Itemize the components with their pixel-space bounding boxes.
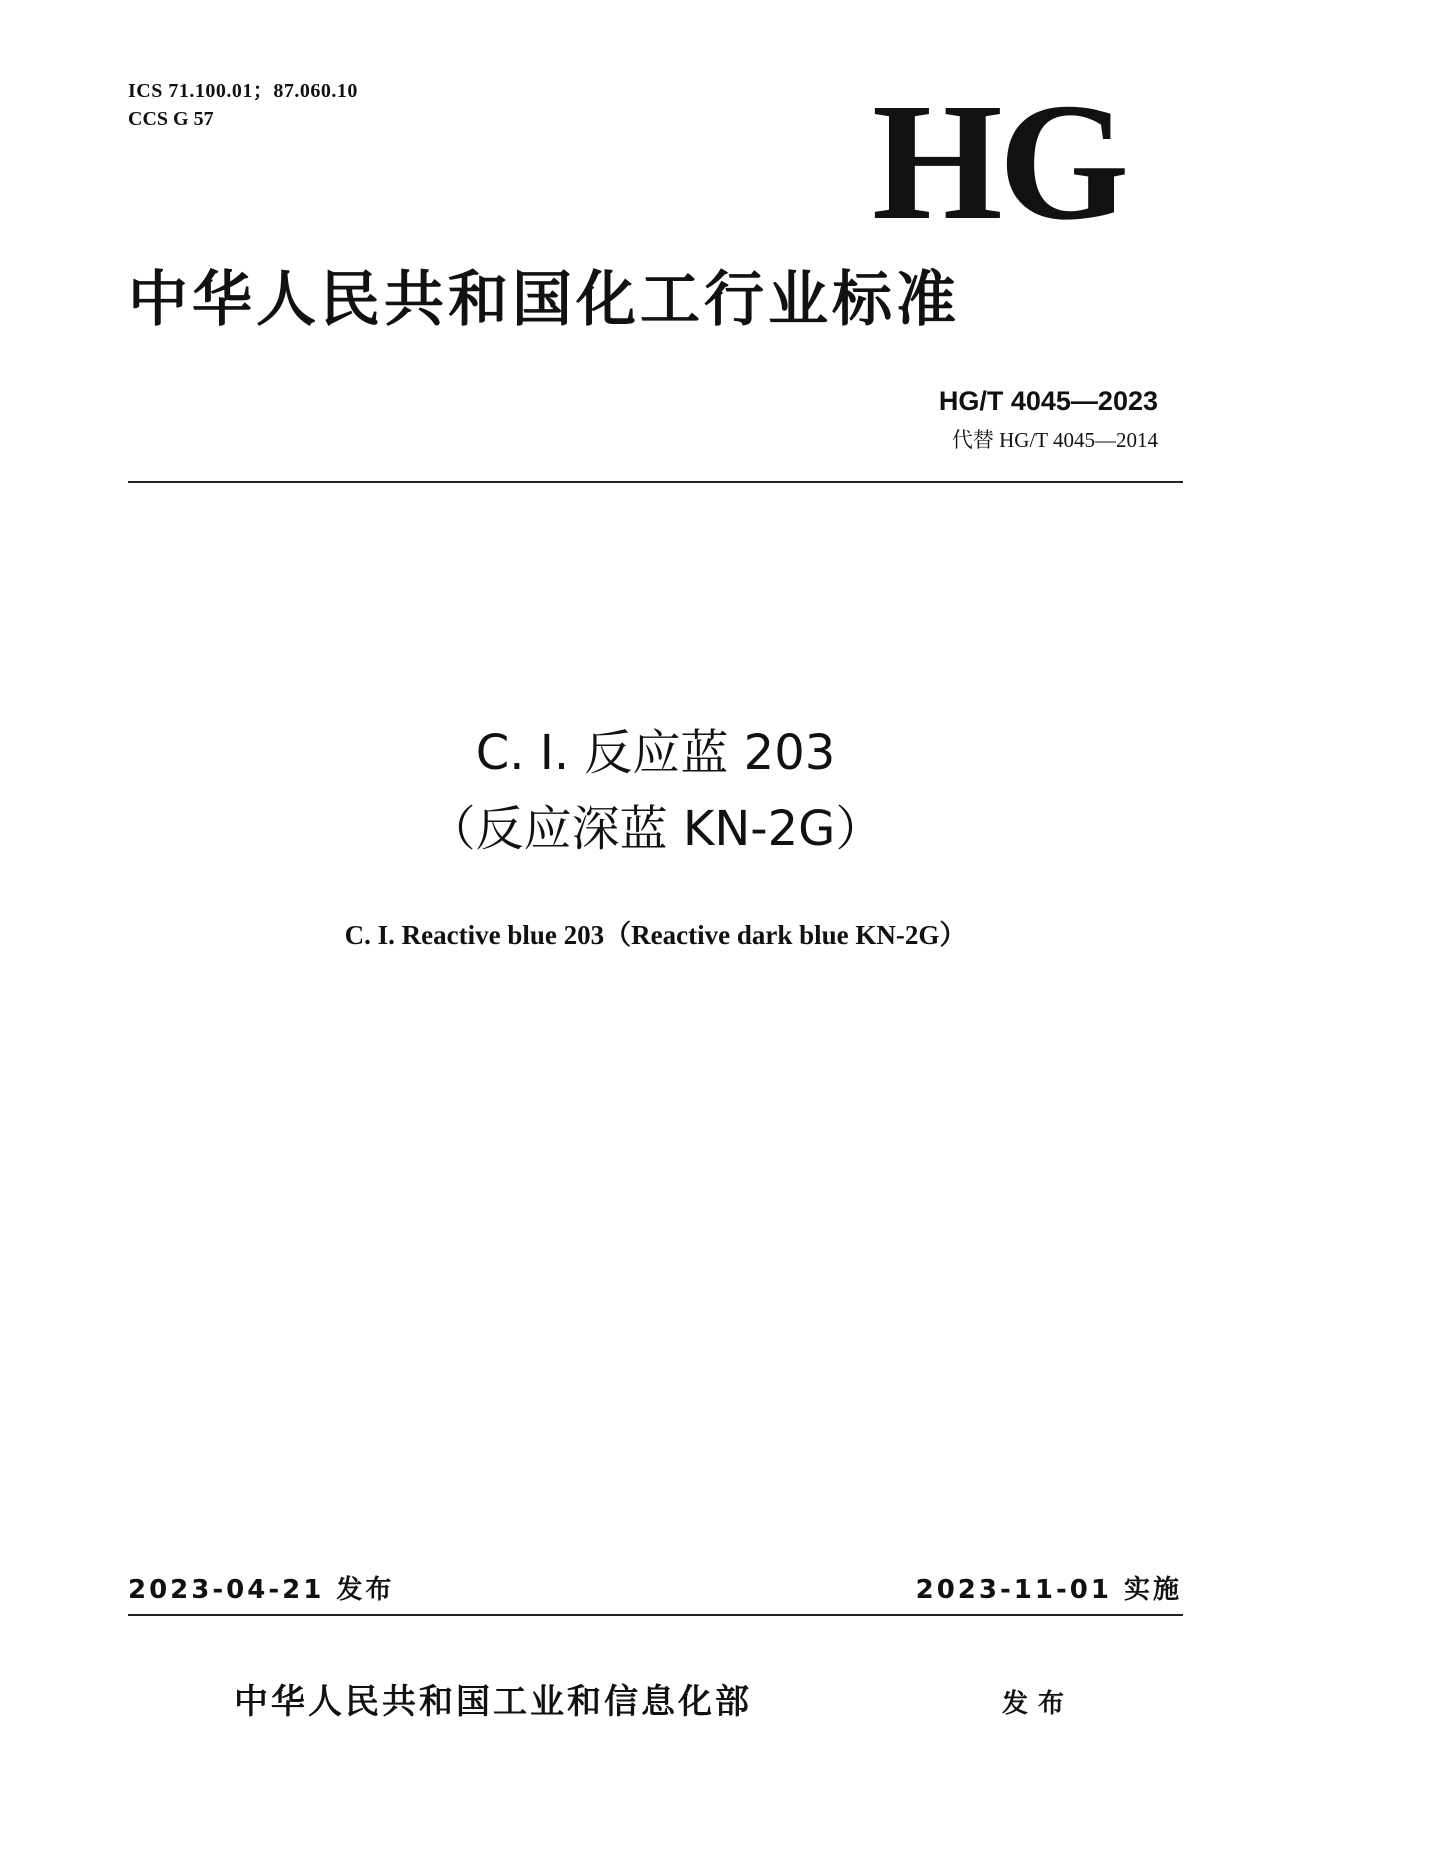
- document-title-cn: C. I. 反应蓝 203: [475, 725, 836, 781]
- industry-standard-title: 中华人民共和国化工行业标准: [128, 265, 960, 335]
- hg-logo: HG: [872, 69, 1126, 255]
- header-divider: [128, 481, 1183, 483]
- footer-divider: [128, 1614, 1183, 1616]
- publisher-name: 中华人民共和国工业和信息化部: [234, 1682, 752, 1722]
- issue-date: 2023-04-21 发布: [128, 1575, 395, 1605]
- document-subtitle-cn: （反应深蓝 KN-2G）: [427, 801, 884, 857]
- ccs-code: CCS G 57: [128, 108, 214, 130]
- standard-number: HG/T 4045—2023: [938, 386, 1158, 416]
- document-title-en: C. I. Reactive blue 203（Reactive dark blue KN-2G）: [344, 920, 967, 950]
- replaces-standard: 代替 HG/T 4045—2014: [951, 428, 1158, 452]
- implementation-date: 2023-11-01 实施: [915, 1575, 1182, 1605]
- ics-code: ICS 71.100.01；87.060.10: [128, 80, 358, 102]
- publish-label: 发布: [1002, 1689, 1075, 1719]
